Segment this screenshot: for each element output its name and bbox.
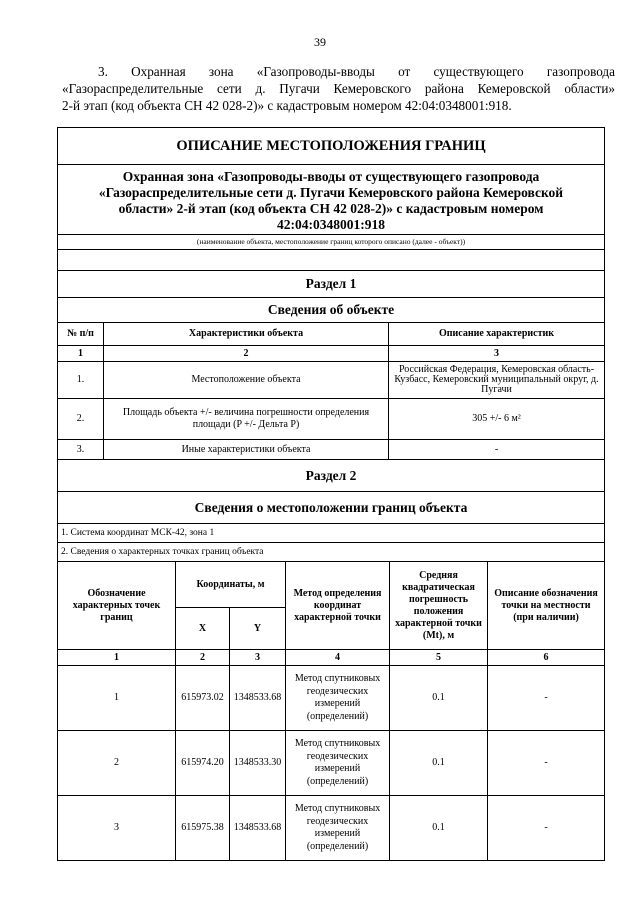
- point-id: 3: [58, 796, 176, 861]
- point-x: 615973.02: [176, 666, 230, 731]
- header-characteristic: Характеристики объекта: [104, 323, 389, 346]
- header-designation: Обозначение характерных точек границ: [58, 562, 176, 650]
- point-y: 1348533.30: [230, 731, 286, 796]
- points-caption: [58, 543, 604, 562]
- section1-subheading: Сведения об объекте: [58, 298, 604, 323]
- point-desc: -: [488, 666, 605, 731]
- col-number: 3: [230, 650, 286, 666]
- object-info-table: [57, 322, 605, 460]
- object-name-block: [58, 165, 604, 250]
- point-id: 2: [58, 731, 176, 796]
- col-number: 2: [176, 650, 230, 666]
- col-number: 3: [389, 346, 605, 362]
- point-mt: 0.1: [390, 796, 488, 861]
- point-y: 1348533.68: [230, 796, 286, 861]
- table-row: [58, 399, 605, 440]
- point-method: Метод спутниковых геодезических измерений (определений): [286, 796, 390, 861]
- header-num: № п/п: [58, 323, 104, 346]
- row-number: 3.: [58, 440, 104, 460]
- table-row: [58, 666, 605, 731]
- table-row: [58, 440, 605, 460]
- object-name-line: Охранная зона «Газопроводы-вводы от существующего газопровода: [122, 169, 540, 184]
- object-name-line: 42:04:0348001:918: [277, 217, 385, 232]
- row-characteristic: Местоположение объекта: [104, 362, 389, 399]
- intro-line-2: «Газораспределительные сети д. Пугачи Кемеровского района Кемеровской области»: [62, 81, 615, 96]
- intro-line-1: 3. Охранная зона «Газопроводы-вводы от существующего газопровода: [98, 64, 615, 79]
- section2-table-wrap: [58, 561, 604, 861]
- col-number: 2: [104, 346, 389, 362]
- col-number: 4: [286, 650, 390, 666]
- point-id: 1: [58, 666, 176, 731]
- page-number: 39: [314, 35, 326, 49]
- points-table: [57, 561, 605, 861]
- point-mt: 0.1: [390, 666, 488, 731]
- section2-heading: Раздел 2: [58, 460, 604, 492]
- header-method: Метод определения координат характерной точки: [286, 562, 390, 650]
- section1-heading: Раздел 1: [58, 271, 604, 298]
- spacer-row: [58, 250, 604, 271]
- section2-subheading: Сведения о местоположении границ объекта: [58, 492, 604, 524]
- point-desc: -: [488, 731, 605, 796]
- row-number: 1.: [58, 362, 104, 399]
- point-x: 615975.38: [176, 796, 230, 861]
- object-name-line: области» 2-й этап (код объекта СН 42 028-2)» с кадастровым номером: [118, 201, 544, 216]
- point-x: 615974.20: [176, 731, 230, 796]
- coord-system-text: 1. Система координат МСК-42, зона 1: [61, 528, 215, 538]
- point-desc: -: [488, 796, 605, 861]
- point-mt: 0.1: [390, 731, 488, 796]
- row-value: Российская Федерация, Кемеровская область-Кузбасс, Кемеровский муниципальный округ, д. Пугачи: [389, 362, 605, 399]
- header-point-description: Описание обозначения точки на местности (при наличии): [488, 562, 605, 650]
- row-value: 305 +/- 6 м²: [389, 399, 605, 440]
- row-characteristic: Площадь объекта +/- величина погрешности определения площади (P +/- Дельта P): [104, 399, 389, 440]
- header-description: Описание характеристик: [389, 323, 605, 346]
- table-row: [58, 362, 605, 399]
- col-number: 1: [58, 650, 176, 666]
- object-name-line: «Газораспределительные сети д. Пугачи Кемеровского района Кемеровской: [98, 185, 564, 200]
- intro-paragraph: [62, 63, 615, 114]
- row-characteristic: Иные характеристики объекта: [104, 440, 389, 460]
- point-method: Метод спутниковых геодезических измерений (определений): [286, 731, 390, 796]
- row-number: 2.: [58, 399, 104, 440]
- point-y: 1348533.68: [230, 666, 286, 731]
- header-coordinates: Координаты, м: [176, 562, 286, 608]
- row-value: -: [389, 440, 605, 460]
- section1-table-wrap: [58, 322, 604, 460]
- object-name: [58, 165, 604, 234]
- header-y: Y: [230, 608, 286, 650]
- boundary-description-form: [57, 127, 605, 861]
- point-method: Метод спутниковых геодезических измерений (определений): [286, 666, 390, 731]
- object-caption: (наименование объекта, местоположение границ которого описано (далее - объект)): [58, 234, 604, 249]
- col-number: 5: [390, 650, 488, 666]
- table-row: [58, 796, 605, 861]
- header-accuracy: Средняя квадратическая погрешность положения характерной точки (Mt), м: [390, 562, 488, 650]
- form-title: ОПИСАНИЕ МЕСТОПОЛОЖЕНИЯ ГРАНИЦ: [58, 128, 604, 165]
- coord-system: [58, 524, 604, 543]
- intro-line-3: 2-й этап (код объекта СН 42 028-2)» с кадастровым номером 42:04:0348001:918.: [62, 98, 512, 113]
- points-caption-text: 2. Сведения о характерных точках границ объекта: [61, 547, 264, 557]
- table-row: [58, 731, 605, 796]
- col-number: 1: [58, 346, 104, 362]
- header-x: X: [176, 608, 230, 650]
- col-number: 6: [488, 650, 605, 666]
